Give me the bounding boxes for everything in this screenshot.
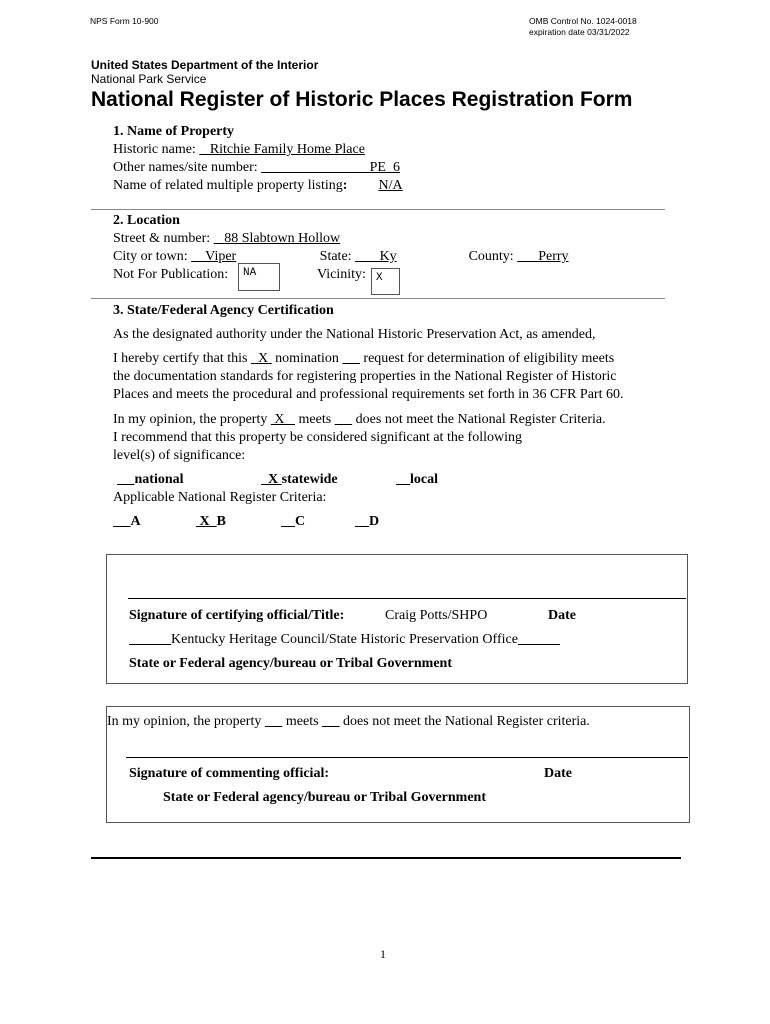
other-names-label: Other names/site number:	[113, 160, 258, 175]
other-names-field[interactable]	[261, 160, 516, 176]
criterion-c-label: C	[295, 514, 306, 529]
related-listing-colon: :	[342, 178, 348, 193]
section2-divider	[91, 298, 665, 299]
not-for-publication-input[interactable]: NA	[238, 263, 280, 291]
nomination-mark-value: X	[258, 351, 269, 366]
city-row	[113, 249, 641, 265]
historic-name-label: Historic name:	[113, 142, 196, 157]
opinion-line-1	[113, 412, 606, 428]
does-not-meet-blank[interactable]	[335, 412, 353, 427]
criterion-d-label: D	[369, 514, 380, 529]
certifying-signature-label: Signature of certifying official/Title:	[129, 608, 345, 623]
certify-line-2: the documentation standards for registering properties in the National Register of Historic	[113, 369, 617, 384]
related-listing-row	[113, 178, 403, 194]
historic-name-value: Ritchie Family Home Place	[209, 142, 365, 157]
section3-heading: 3. State/Federal Agency Certification	[113, 303, 334, 318]
agency-name: National Park Service	[91, 72, 207, 86]
criterion-c[interactable]	[281, 514, 305, 530]
level-national-label: national	[134, 472, 184, 487]
meets-mark-value: X	[274, 412, 285, 427]
certifying-office: Kentucky Heritage Council/State Historic Preservation Office	[171, 632, 518, 647]
certify-text-c: request for determination of eligibility meets	[363, 351, 615, 366]
criterion-b-mark-value: X	[199, 514, 210, 529]
criterion-b-label: B	[216, 514, 226, 529]
street-row	[113, 231, 557, 247]
state-value: Ky	[379, 249, 397, 264]
not-for-publication-label: Not For Publication:	[113, 267, 229, 282]
criterion-d[interactable]	[355, 514, 379, 530]
meets-checkmark[interactable]	[271, 412, 295, 427]
bottom-divider	[91, 857, 681, 859]
certifying-office-row	[129, 632, 560, 648]
section2-heading: 2. Location	[113, 213, 180, 228]
section1-heading: 1. Name of Property	[113, 124, 235, 139]
street-value: 88 Slabtown Hollow	[224, 231, 341, 246]
opinion-line-2: I recommend that this property be considered significant at the following	[113, 430, 522, 445]
certify-text-b: nomination	[275, 351, 339, 366]
certify-text-a: I hereby certify that this	[113, 351, 248, 366]
related-listing-label: Name of related multiple property listing	[113, 178, 343, 193]
expiration-date: expiration date 03/31/2022	[529, 27, 630, 37]
comment-opinion-c: does not meet the National Register criteria.	[343, 714, 590, 729]
level-statewide[interactable]	[261, 472, 338, 488]
county-field[interactable]	[517, 249, 641, 265]
criterion-b[interactable]	[196, 514, 226, 530]
commenting-agency-label: State or Federal agency/bureau or Tribal Government	[163, 790, 487, 805]
opinion-text-a: In my opinion, the property	[113, 412, 268, 427]
street-field[interactable]	[214, 231, 557, 247]
historic-name-row	[113, 142, 529, 158]
comment-opinion-b: meets	[285, 714, 319, 729]
level-national[interactable]	[117, 472, 184, 488]
page-number: 1	[380, 947, 386, 961]
related-listing-value[interactable]: N/A	[378, 178, 403, 193]
certify-line-1	[113, 351, 614, 367]
county-value: Perry	[538, 249, 569, 264]
city-value: Viper	[205, 249, 237, 264]
opinion-text-b: meets	[298, 412, 332, 427]
comment-opinion-a: In my opinion, the property	[107, 714, 262, 729]
certifying-official-name: Craig Potts/SHPO	[385, 608, 488, 623]
commenting-signature-line[interactable]	[126, 757, 688, 758]
level-statewide-label: statewide	[281, 472, 338, 487]
comment-does-not-meet-blank[interactable]	[322, 714, 340, 729]
certification-intro: As the designated authority under the National Historic Preservation Act, as amended,	[113, 327, 596, 342]
commenting-date-label: Date	[544, 766, 572, 781]
other-names-row	[113, 160, 516, 176]
criterion-a[interactable]	[113, 514, 141, 530]
certify-line-3: Places and meets the procedural and professional requirements set forth in 36 CFR Part 60.	[113, 387, 624, 402]
other-names-value: PE_6	[369, 160, 400, 175]
form-title: National Register of Historic Places Registration Form	[91, 88, 633, 111]
nomination-checkmark[interactable]	[251, 351, 272, 366]
criteria-label: Applicable National Register Criteria:	[113, 490, 327, 505]
county-label: County:	[468, 249, 514, 264]
certifying-signature-line[interactable]	[128, 598, 686, 599]
opinion-text-c: does not meet the National Register Criteria.	[355, 412, 606, 427]
statewide-mark-value: X	[268, 472, 279, 487]
request-blank[interactable]	[342, 351, 360, 366]
form-number: NPS Form 10-900	[90, 16, 159, 26]
certifying-date-label: Date	[548, 608, 576, 623]
state-label: State:	[319, 249, 352, 264]
state-field[interactable]	[355, 249, 465, 265]
level-local[interactable]	[396, 472, 438, 488]
comment-meets-blank[interactable]	[265, 714, 283, 729]
commenting-signature-label: Signature of commenting official:	[129, 766, 329, 781]
vicinity-label: Vicinity:	[317, 267, 366, 282]
historic-name-field[interactable]	[199, 142, 529, 158]
vicinity-input[interactable]: X	[371, 268, 400, 295]
opinion-line-3: level(s) of significance:	[113, 448, 246, 463]
street-label: Street & number:	[113, 231, 211, 246]
city-label: City or town:	[113, 249, 188, 264]
omb-control-number: OMB Control No. 1024-0018	[529, 16, 637, 26]
section1-divider	[91, 209, 665, 210]
department-name: United States Department of the Interior	[91, 58, 319, 72]
criterion-a-label: A	[130, 514, 141, 529]
comment-opinion-row	[107, 714, 590, 730]
level-local-label: local	[410, 472, 438, 487]
certifying-agency-label: State or Federal agency/bureau or Tribal Government	[129, 656, 453, 671]
